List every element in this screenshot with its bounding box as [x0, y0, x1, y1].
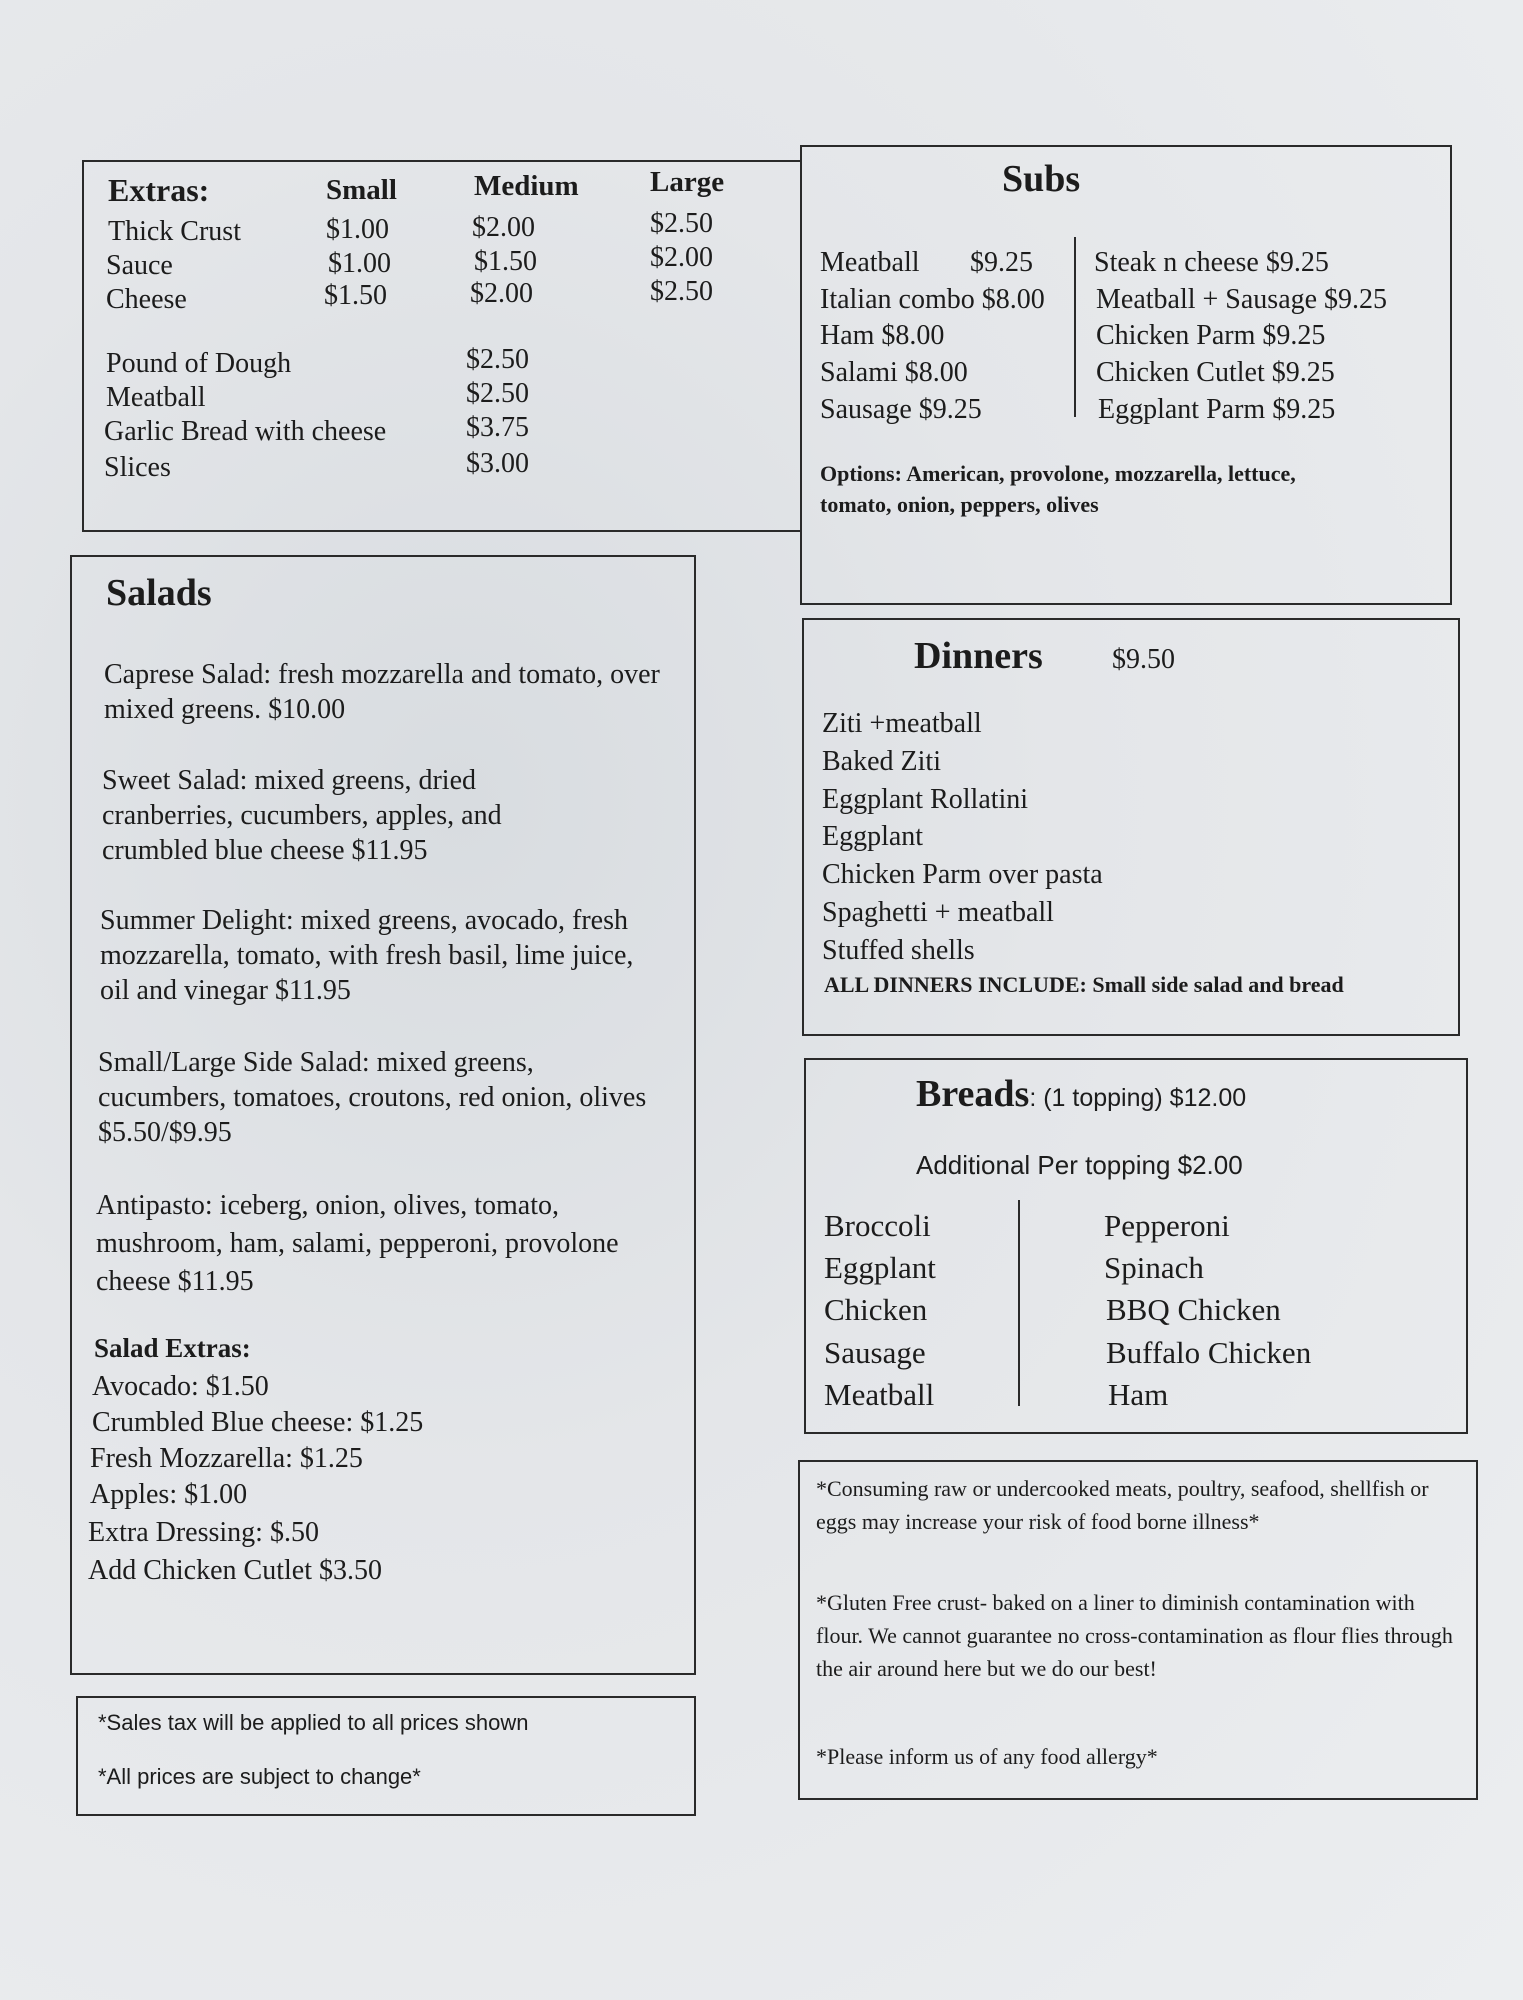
extras-row-name: Sauce — [106, 250, 173, 281]
breads-divider — [1018, 1200, 1020, 1406]
salad-extra: Add Chicken Cutlet $3.50 — [88, 1555, 382, 1586]
breads-title: Breads — [916, 1073, 1030, 1115]
salad-extra: Crumbled Blue cheese: $1.25 — [92, 1407, 424, 1438]
salad-extra: Fresh Mozzarella: $1.25 — [90, 1443, 363, 1474]
extras-row-name: Cheese — [106, 284, 187, 315]
salad-extra: Apples: $1.00 — [90, 1479, 248, 1510]
salad-extra: Avocado: $1.50 — [92, 1371, 269, 1402]
bread-topping: Buffalo Chicken — [1106, 1335, 1312, 1370]
extras-item-name: Pound of Dough — [106, 348, 292, 379]
subs-options-line2: tomato, onion, peppers, olives — [820, 492, 1099, 517]
salad-item: Summer Delight: mixed greens, avocado, fresh mozzarella, tomato, with fresh basil, lime juice, oil and vinegar $11.95 — [100, 905, 634, 1006]
extras-row-large: $2.50 — [650, 276, 713, 307]
salad-item: Antipasto: iceberg, onion, olives, tomato, mushroom, ham, salami, pepperoni, provolone cheese $11.95 — [96, 1190, 619, 1297]
sub-item: Chicken Cutlet $9.25 — [1096, 357, 1335, 388]
breads-section — [804, 1058, 1468, 1434]
dinners-title: Dinners — [914, 635, 1043, 677]
tax-note: *Sales tax will be applied to all prices shown — [98, 1710, 529, 1735]
dinner-item: Eggplant Rollatini — [822, 784, 1029, 815]
salad-item: Sweet Salad: mixed greens, dried cranberries, cucumbers, apples, and crumbled blue cheese $11.95 — [102, 765, 502, 866]
bread-topping: BBQ Chicken — [1106, 1292, 1281, 1327]
extras-row-medium: $1.50 — [474, 246, 537, 277]
notes-section — [798, 1460, 1478, 1800]
sub-item: Salami $8.00 — [820, 357, 968, 388]
food-safety-note: *Consuming raw or undercooked meats, poultry, seafood, shellfish or eggs may increase your risk of food borne illness* — [816, 1476, 1429, 1534]
extras-row-medium: $2.00 — [470, 278, 533, 309]
dinner-item: Baked Ziti — [822, 746, 941, 777]
sub-item: Chicken Parm $9.25 — [1096, 320, 1326, 351]
breads-heading — [916, 1072, 1246, 1116]
allergy-note: *Please inform us of any food allergy* — [816, 1744, 1158, 1769]
col-small-header: Small — [326, 174, 397, 206]
bread-topping: Pepperoni — [1104, 1208, 1230, 1243]
sub-item: Eggplant Parm $9.25 — [1098, 394, 1336, 425]
bread-topping: Ham — [1108, 1377, 1169, 1412]
col-medium-header: Medium — [474, 170, 579, 202]
tax-note-box — [76, 1696, 696, 1816]
salad-extra: Extra Dressing: $.50 — [88, 1517, 319, 1548]
sub-item: Sausage $9.25 — [820, 394, 982, 425]
subs-options-line1: Options: American, provolone, mozzarella, lettuce, — [820, 461, 1296, 486]
sub-item: Italian combo $8.00 — [820, 284, 1045, 315]
extras-row-large: $2.00 — [650, 242, 713, 273]
col-large-header: Large — [650, 166, 725, 198]
dinners-section — [802, 618, 1460, 1036]
extras-row-small: $1.00 — [326, 214, 389, 245]
dinner-item: Spaghetti + meatball — [822, 897, 1054, 928]
dinners-price: $9.50 — [1112, 644, 1175, 675]
sub-item: Meatball — [820, 247, 920, 278]
price-change-note: *All prices are subject to change* — [98, 1764, 421, 1789]
subs-divider — [1074, 237, 1076, 417]
salad-item: Small/Large Side Salad: mixed greens, cucumbers, tomatoes, croutons, red onion, olives $5.50/$9.95 — [98, 1047, 647, 1148]
extras-item-name: Garlic Bread with cheese — [104, 416, 387, 447]
gluten-free-note: *Gluten Free crust- baked on a liner to diminish contamination with flour. We cannot guarantee no cross-contamination as flour flies through the air around here but we do our best! — [816, 1590, 1453, 1681]
extras-title: Extras: — [108, 172, 210, 208]
sub-item: Steak n cheese $9.25 — [1094, 247, 1329, 278]
dinner-item: Chicken Parm over pasta — [822, 859, 1103, 890]
bread-topping: Meatball — [824, 1377, 935, 1412]
salad-item: Caprese Salad: fresh mozzarella and tomato, over mixed greens. $10.00 — [104, 659, 660, 725]
extras-item-price: $3.75 — [466, 412, 529, 443]
extras-item-name: Slices — [104, 452, 171, 483]
extras-item-price: $2.50 — [466, 378, 529, 409]
breads-subtitle: : (1 topping) $12.00 — [1029, 1084, 1247, 1112]
subs-section — [800, 145, 1452, 605]
extras-row-name: Thick Crust — [108, 216, 241, 247]
sub-item-price: $9.25 — [970, 247, 1033, 278]
subs-title: Subs — [1002, 158, 1081, 200]
dinner-item: Ziti +meatball — [822, 708, 982, 739]
bread-topping: Chicken — [824, 1292, 928, 1327]
extras-item-name: Meatball — [106, 382, 206, 413]
bread-topping: Eggplant — [824, 1250, 936, 1285]
extras-section — [82, 160, 802, 532]
extras-row-small: $1.00 — [328, 248, 391, 279]
sub-item: Ham $8.00 — [820, 320, 945, 351]
extras-row-medium: $2.00 — [472, 212, 535, 243]
dinner-item: Stuffed shells — [822, 935, 975, 966]
bread-topping: Broccoli — [824, 1208, 931, 1243]
dinners-note: ALL DINNERS INCLUDE: Small side salad and bread — [824, 972, 1344, 997]
salads-title: Salads — [106, 572, 212, 614]
bread-topping: Spinach — [1104, 1250, 1204, 1285]
breads-additional: Additional Per topping $2.00 — [916, 1150, 1243, 1180]
bread-topping: Sausage — [824, 1335, 926, 1370]
salads-section — [70, 555, 696, 1675]
sub-item: Meatball + Sausage $9.25 — [1096, 284, 1388, 315]
dinner-item: Eggplant — [822, 821, 924, 852]
extras-item-price: $3.00 — [466, 448, 529, 479]
extras-item-price: $2.50 — [466, 344, 529, 375]
salad-extras-title: Salad Extras: — [94, 1333, 251, 1363]
extras-row-small: $1.50 — [324, 280, 387, 311]
extras-row-large: $2.50 — [650, 208, 713, 239]
